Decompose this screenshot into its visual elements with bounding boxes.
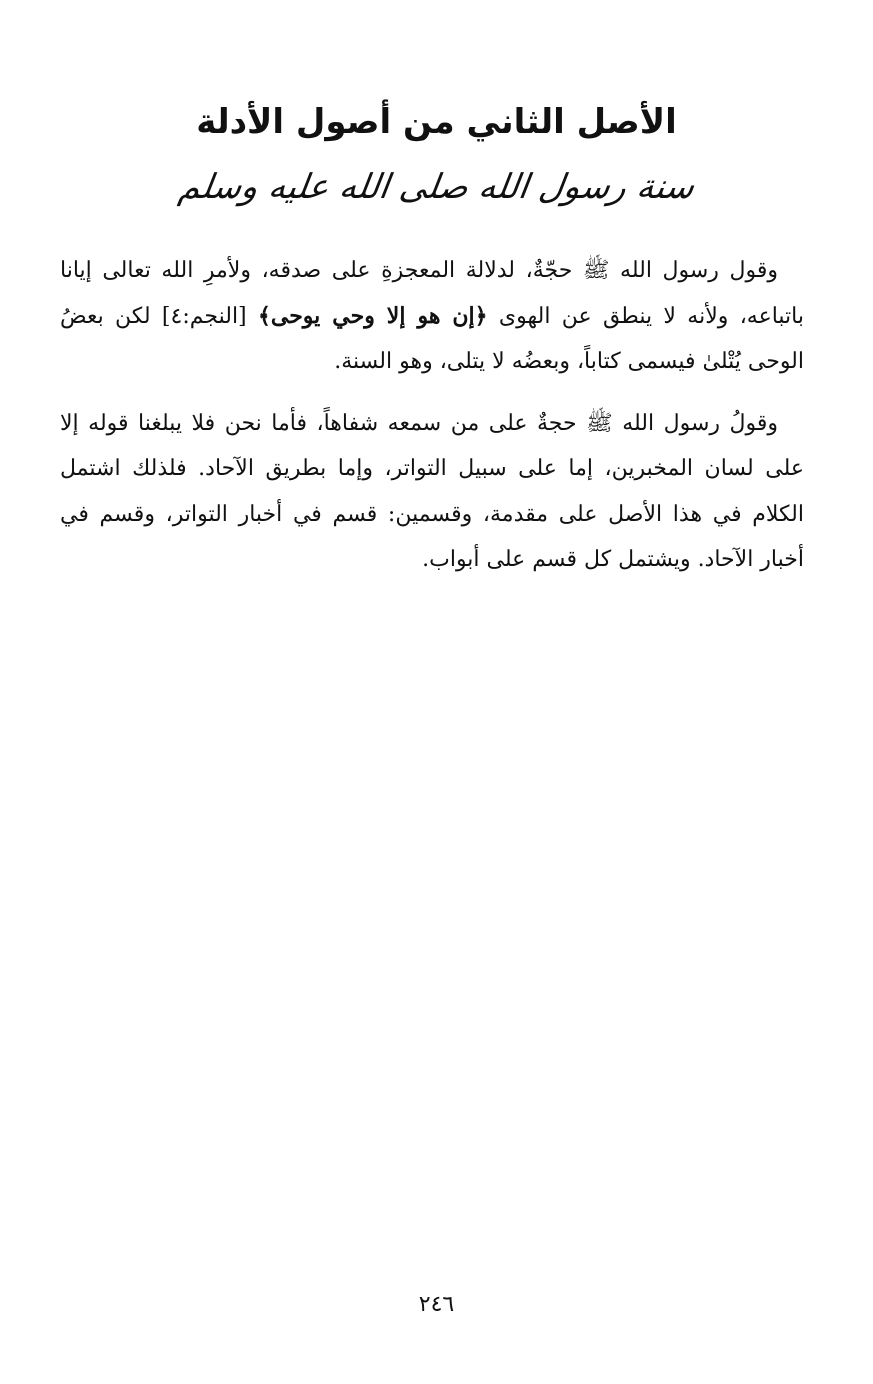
page-title: الأصل الثاني من أصول الأدلة bbox=[196, 102, 677, 142]
paragraph-1-text-after: [النجم:٤] لكن بعضُ الوحى يُتْلىٰ فيسمى كتاباً، وبعضُه لا يتلى، وهو السنة. bbox=[60, 303, 804, 374]
calligraphy-subtitle: سنة رسول الله صلى الله عليه وسلم bbox=[176, 167, 697, 207]
quran-verse: ﴿إن هو إلا وحي يوحى﴾ bbox=[257, 302, 488, 329]
body-text bbox=[60, 248, 804, 599]
paragraph-2: وقولُ رسول الله ﷺ حجةٌ على من سمعه شفاهاً، فأما نحن فلا يبلغنا قوله إلا على لسان المخبرين، إما على سبيل التواتر، وإما بطريق الآحاد. فلذلك اشتمل الكلام في هذا الأصل على مقدمة، وقسمين: قسم في أخبار التواتر، وقسم في أخبار الآحاد. ويشتمل كل قسم على أبواب. bbox=[60, 410, 804, 572]
paragraph-1-text-before: وقول رسول الله ﷺ حجّةٌ، لدلالة المعجزةِ على صدقه، ولأمرِ الله تعالى إيانا باتباعه، ولأنه لا ينطق عن الهوى bbox=[60, 258, 805, 329]
paragraph-1 bbox=[60, 248, 804, 385]
page-number: ٢٤٦ bbox=[418, 1292, 455, 1317]
